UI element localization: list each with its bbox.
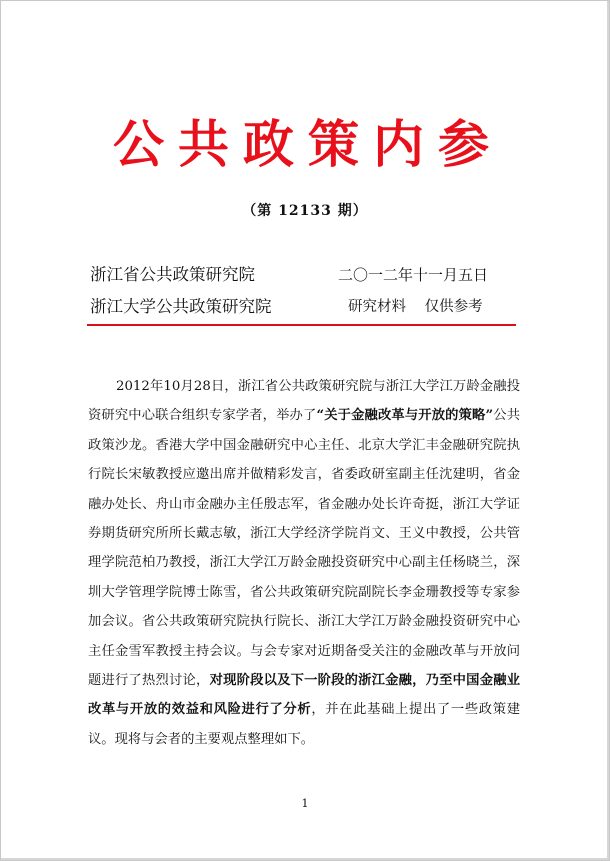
document-title: 公共政策内参 — [112, 115, 503, 175]
publisher-1: 浙江省公共政策研究院 — [90, 265, 255, 284]
header-divider — [87, 324, 516, 326]
body-text-part3: ，并在此基础上提出了一些政策建议。现将与会者的主要观点整理如下。 — [88, 702, 521, 747]
publisher-2: 浙江大学公共政策研究院 — [90, 297, 272, 316]
salon-topic: “关于金融改革与开放的策略” — [316, 408, 494, 424]
body-text-part2: 公共政策沙龙。香港大学中国金融研究中心主任、北京大学汇丰金融研究院执行院长宋敏教授应邀出席并做精彩发言，省委政研室副主任沈建明，省金融办处长、舟山市金融办主任殷志军，省金融办处长许奇挺，浙江大学证券期货研究所所长戴志敏，浙江大学经济学院肖文、王义中教授，公共管理学院范柏乃教授，浙江大学江万龄金融投资研究中心副主任杨晓兰，深圳大学管理学院博士陈雪，省公共政策研究院副院长李金珊教授等专家参加会议。省公共政策研究院执行院长、浙江大学江万龄金融投资研究中心主任金雪军教授主持会议。与会专家对近期备受关注的金融改革与开放问题进行了热烈讨论， — [88, 408, 520, 689]
body-paragraph — [88, 372, 520, 754]
page-number: 1 — [301, 797, 309, 810]
analysis-highlight: 对现阶段以及下一阶段的浙江金融，乃至中国金融业改革与开放的效益和风险进行了分析 — [88, 673, 521, 718]
publish-date: 二〇一二年十一月五日 — [338, 266, 489, 284]
body-text-part1: 2012年10月28日，浙江省公共政策研究院与浙江大学江万龄金融投资研究中心联合组织专家学者，举办了 — [88, 379, 520, 424]
reference-note: 研究材料 仅供参考 — [348, 299, 483, 315]
issue-number: （第 12133 期） — [242, 203, 368, 219]
